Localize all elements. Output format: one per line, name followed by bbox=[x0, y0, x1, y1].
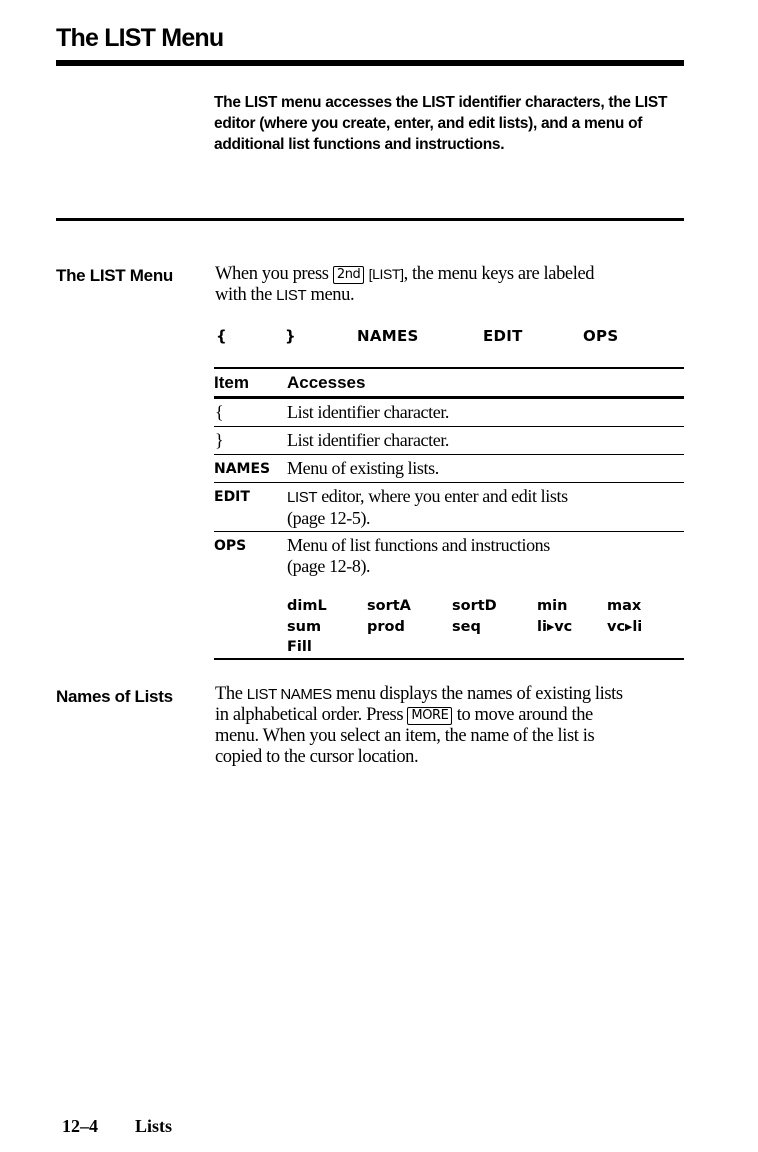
softkey-names: NAMES bbox=[357, 327, 419, 345]
section-heading-names-of-lists: Names of Lists bbox=[56, 687, 173, 706]
para-text: copied to the cursor location. bbox=[215, 747, 419, 767]
list-caps: LIST bbox=[287, 489, 318, 506]
page-number: 12–4 bbox=[62, 1116, 98, 1136]
table-row-item: { bbox=[215, 402, 224, 422]
list-menu-paragraph bbox=[215, 264, 690, 306]
list-names-caps: LIST NAMES bbox=[246, 686, 332, 703]
2nd-key: 2nd bbox=[333, 266, 365, 284]
page-title: The LIST Menu bbox=[56, 24, 224, 52]
para-text-2: , the menu keys are labeled bbox=[403, 264, 595, 284]
table-row-rule bbox=[214, 482, 684, 483]
table-top-rule bbox=[214, 367, 684, 369]
section-rule bbox=[56, 218, 684, 221]
para-text-4: menu. bbox=[310, 285, 355, 305]
para-text: The bbox=[215, 684, 243, 704]
table-row-item: OPS bbox=[214, 538, 247, 554]
para-text: menu displays the names of existing lists bbox=[335, 684, 623, 704]
ops-function: min bbox=[537, 598, 568, 614]
desc-line2: (page 12-8). bbox=[287, 556, 371, 576]
table-row-desc bbox=[287, 535, 687, 577]
names-paragraph bbox=[215, 684, 690, 768]
ops-function: vc▸li bbox=[607, 619, 643, 635]
ops-function: seq bbox=[452, 619, 481, 635]
ops-function: Fill bbox=[287, 639, 312, 655]
ops-function: sortD bbox=[452, 598, 497, 614]
table-row-rule bbox=[214, 454, 684, 455]
table-row-item: NAMES bbox=[214, 461, 271, 477]
section-heading-list-menu: The LIST Menu bbox=[56, 266, 173, 285]
list-key-label: [LIST] bbox=[368, 266, 404, 282]
ops-function: max bbox=[607, 598, 642, 614]
desc-line2: (page 12-5). bbox=[287, 508, 371, 528]
table-row-desc: List identifier character. bbox=[287, 430, 450, 450]
para-text: to move around the bbox=[456, 705, 593, 725]
table-header-accesses: Accesses bbox=[287, 373, 366, 392]
chapter-name: Lists bbox=[135, 1116, 173, 1136]
ops-function: li▸vc bbox=[537, 619, 573, 635]
para-text: menu. When you select an item, the name of the list is bbox=[215, 726, 595, 746]
softkey-open-brace: { bbox=[216, 327, 227, 345]
table-bottom-rule bbox=[214, 658, 684, 660]
table-row-desc: Menu of existing lists. bbox=[287, 458, 439, 478]
table-row-desc: List identifier character. bbox=[287, 402, 450, 422]
intro-text: The LIST menu accesses the LIST identifier characters, the LIST editor (where you create, enter, and edit lists), and a menu of additional list functions and instructions. bbox=[214, 94, 668, 153]
table-row-item: } bbox=[215, 430, 224, 450]
softkey-edit: EDIT bbox=[483, 327, 523, 345]
ops-function: prod bbox=[367, 619, 405, 635]
table-row-rule bbox=[214, 531, 684, 532]
softkey-close-brace: } bbox=[285, 327, 296, 345]
desc-line1: Menu of list functions and instructions bbox=[287, 535, 550, 555]
para-text-1: When you press bbox=[215, 264, 329, 284]
para-text-3: with the bbox=[215, 285, 272, 305]
list-caps: LIST bbox=[276, 287, 307, 304]
table-row-item: EDIT bbox=[214, 489, 250, 505]
desc-line1: editor, where you enter and edit lists bbox=[321, 486, 568, 506]
para-text: in alphabetical order. Press bbox=[215, 705, 404, 725]
more-key: MORE bbox=[407, 707, 452, 725]
ops-function: sum bbox=[287, 619, 322, 635]
title-rule bbox=[56, 60, 684, 66]
table-header-item: Item bbox=[214, 373, 249, 392]
table-row-rule bbox=[214, 426, 684, 427]
softkey-ops: OPS bbox=[583, 327, 619, 345]
table-row-desc bbox=[287, 486, 687, 529]
table-header-rule bbox=[214, 396, 684, 399]
ops-function: sortA bbox=[367, 598, 411, 614]
ops-function: dimL bbox=[287, 598, 327, 614]
